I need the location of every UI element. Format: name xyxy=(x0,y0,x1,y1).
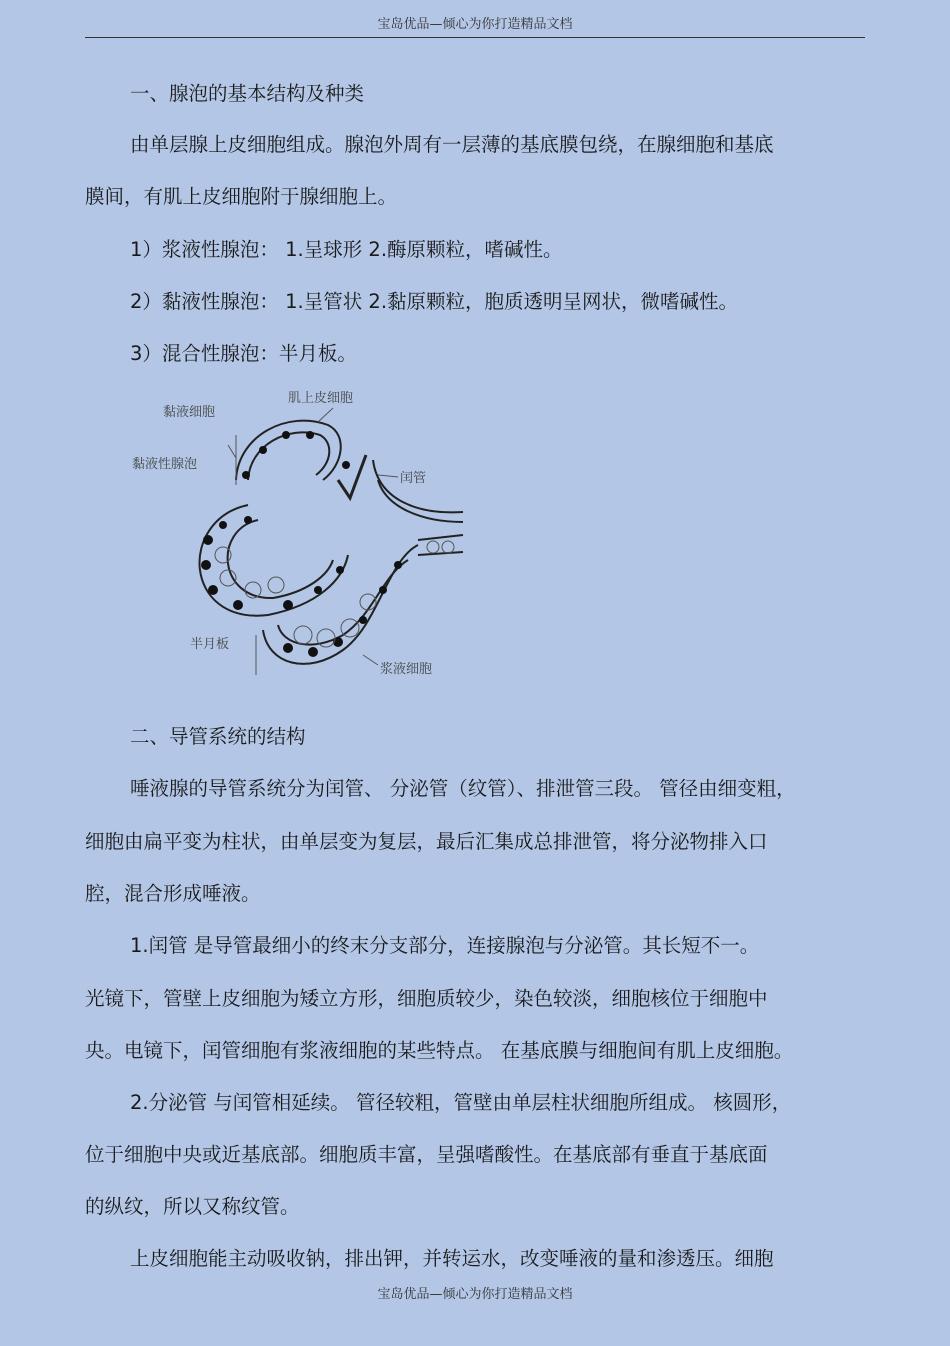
page-footer: 宝岛优品—倾心为你打造精品文档 xyxy=(377,1287,573,1302)
section2-paragraph-line: 1.闰管 是导管最细小的终末分支部分，连接腺泡与分泌管。其长短不一。 xyxy=(130,934,760,957)
acinus-diagram xyxy=(128,380,468,685)
section2-paragraph-line: 2.分泌管 与闰管相延续。 管径较粗，管壁由单层柱状细胞所组成。 核圆形， xyxy=(130,1091,792,1114)
label-mucous-cell: 黏液细胞 xyxy=(163,405,216,420)
list-item-mucous: 2）黏液性腺泡： 1.呈管状 2.黏原颗粒，胞质透明呈网状，微嗜碱性。 xyxy=(130,290,739,313)
section2-paragraph-line: 细胞由扁平变为柱状，由单层变为复层，最后汇集成总排泄管，将分泌物排入口 xyxy=(85,830,768,853)
label-intercalated-duct: 闰管 xyxy=(400,471,427,486)
label-mucous-acinus: 黏液性腺泡 xyxy=(132,457,198,472)
label-myoepithelial-cell: 肌上皮细胞 xyxy=(288,391,354,406)
header-text: 宝岛优品—倾心为你打造精品文档 xyxy=(377,17,573,32)
section1-paragraph-line: 膜间，有肌上皮细胞附于腺细胞上。 xyxy=(85,185,398,208)
section2-paragraph-line: 上皮细胞能主动吸收钠，排出钾，并转运水，改变唾液的量和渗透压。细胞 xyxy=(130,1247,774,1270)
section1-heading: 一、腺泡的基本结构及种类 xyxy=(130,82,365,105)
list-item-mixed: 3）混合性腺泡：半月板。 xyxy=(130,342,357,365)
section2-paragraph-line: 腔，混合形成唾液。 xyxy=(85,882,261,905)
section2-paragraph-line: 位于细胞中央或近基底部。细胞质丰富，呈强嗜酸性。在基底部有垂直于基底面 xyxy=(85,1143,768,1166)
page-header xyxy=(85,8,865,38)
section2-paragraph-line: 光镜下，管壁上皮细胞为矮立方形，细胞质较少，染色较淡，细胞核位于细胞中 xyxy=(85,987,768,1010)
section2-paragraph-line: 的纵纹，所以又称纹管。 xyxy=(85,1195,300,1218)
section2-paragraph-line: 央。电镜下，闰管细胞有浆液细胞的某些特点。 在基底膜与细胞间有肌上皮细胞。 xyxy=(85,1039,794,1062)
acinus-diagram-figure xyxy=(128,380,468,685)
section2-paragraph-line: 唾液腺的导管系统分为闰管、 分泌管（纹管）、排泄管三段。 管径由细变粗， xyxy=(130,777,796,800)
section2-heading: 二、导管系统的结构 xyxy=(130,725,306,748)
label-serous-cell: 浆液细胞 xyxy=(380,662,433,677)
label-demilune: 半月板 xyxy=(190,637,230,652)
section1-paragraph-line: 由单层腺上皮细胞组成。腺泡外周有一层薄的基底膜包绕，在腺细胞和基底 xyxy=(130,133,774,156)
list-item-serous: 1）浆液性腺泡： 1.呈球形 2.酶原颗粒，嗜碱性。 xyxy=(130,238,563,261)
